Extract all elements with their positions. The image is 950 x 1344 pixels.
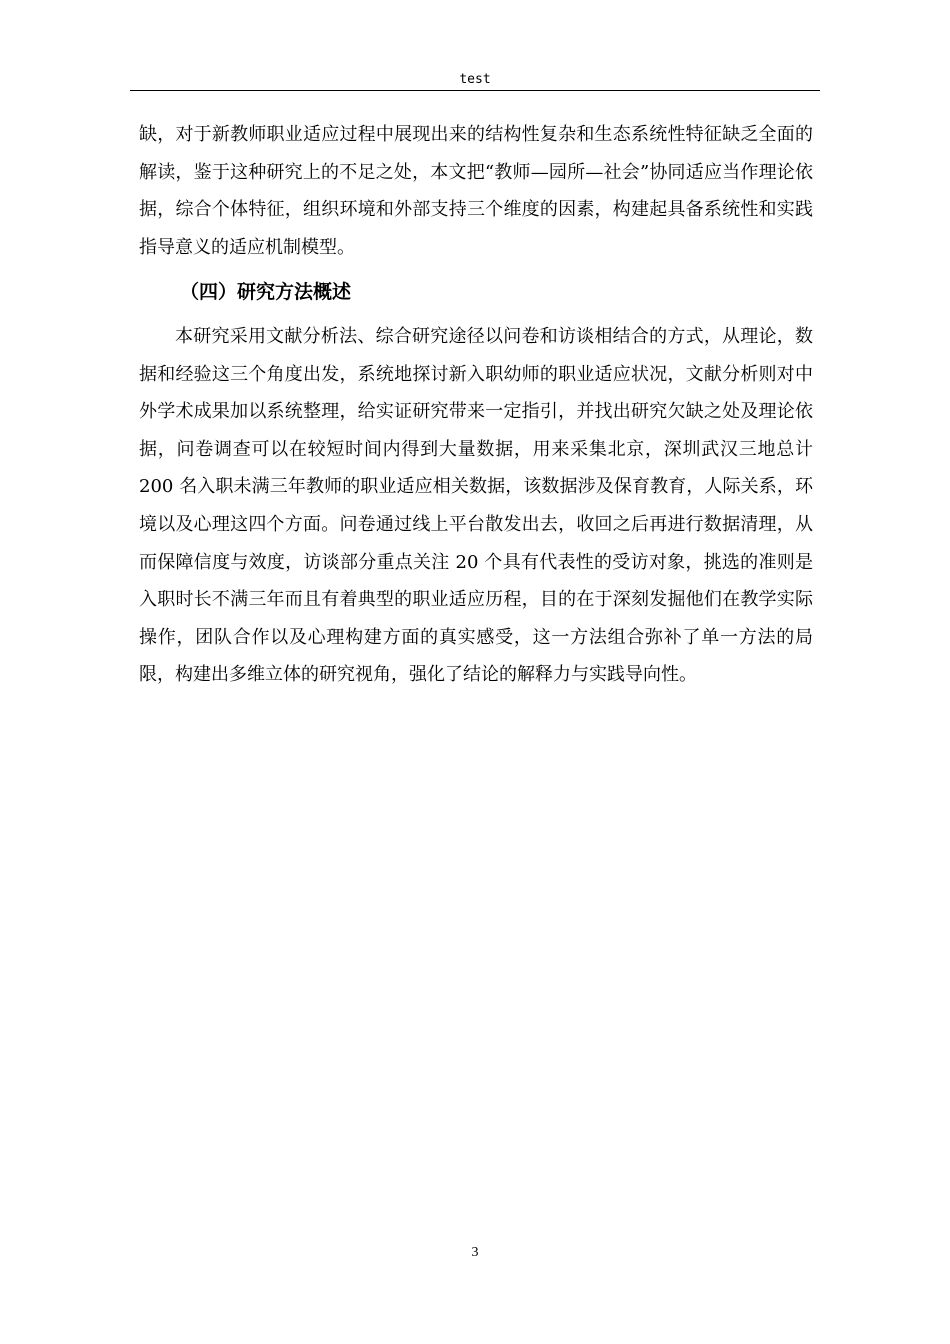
continued-paragraph: 缺，对于新教师职业适应过程中展现出来的结构性复杂和生态系统性特征缺乏全面的解读，鉴于这种研究上的不足之处，本文把“教师—园所—社会”协同适应当作理论依据，综合个体特征，组织环境和外部支持三个维度的因素，构建起具备系统性和实践指导意义的适应机制模型。 [139, 124, 813, 258]
page-number: 3 [471, 1245, 479, 1260]
section-heading: （四）研究方法概述 [180, 281, 352, 303]
page-header: test [459, 72, 491, 87]
header-divider [130, 90, 820, 91]
methods-paragraph: 本研究采用文献分析法、综合研究途径以问卷和访谈相结合的方式，从理论，数据和经验这三个角度出发，系统地探讨新入职幼师的职业适应状况，文献分析则对中外学术成果加以系统整理，给实证研究带来一定指引，并找出研究欠缺之处及理论依据，问卷调查可以在较短时间内得到大量数据，用来采集北京，深圳武汉三地总计 200 名入职未满三年教师的职业适应相关数据，该数据涉及保育教育，人际关系，环境以及心理这四个方面。问卷通过线上平台散发出去，收回之后再进行数据清理，从而保障信度与效度，访谈部分重点关注 20 个具有代表性的受访对象，挑选的准则是入职时长不满三年而且有着典型的职业适应历程，目的在于深刻发掘他们在教学实际操作，团队合作以及心理构建方面的真实感受，这一方法组合弥补了单一方法的局限，构建出多维立体的研究视角，强化了结论的解释力与实践导向性。 [139, 326, 813, 686]
